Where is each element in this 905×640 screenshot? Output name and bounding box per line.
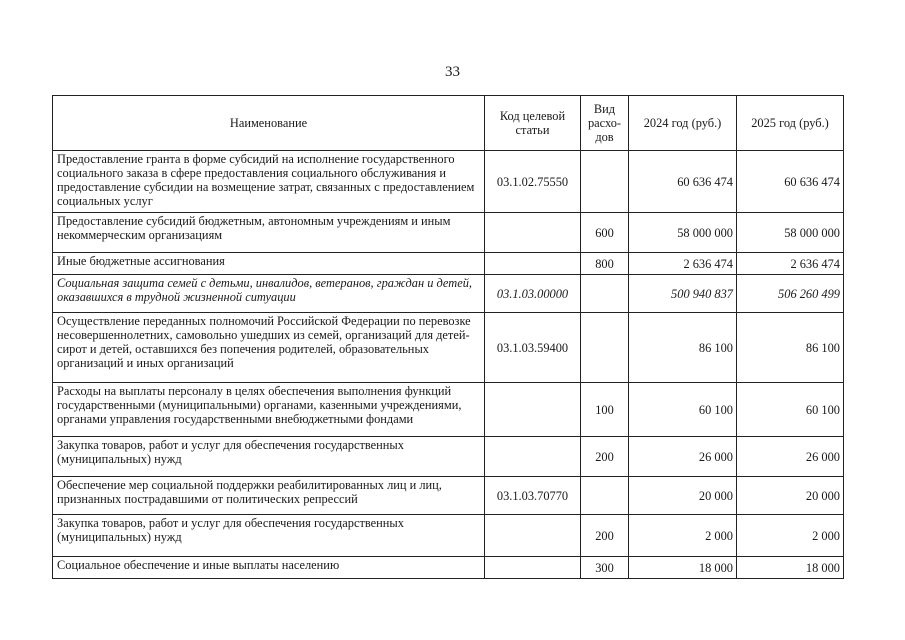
row-name: Предоставление гранта в форме субсидий на исполнение государственного социального заказа в сфере предоставления социального обслуживания и предоставление субсидии на возмещение затрат, связанных с предоставлением социальных услуг [53, 151, 485, 213]
row-code: 03.1.02.75550 [485, 151, 581, 213]
row-2025: 506 260 499 [737, 275, 844, 313]
header-type: Вид расхо-дов [581, 96, 629, 151]
row-name: Иные бюджетные ассигнования [53, 253, 485, 275]
row-2025: 2 000 [737, 515, 844, 557]
row-type: 300 [581, 557, 629, 579]
table-row [53, 275, 844, 313]
row-2024: 60 100 [629, 383, 737, 437]
row-2024: 500 940 837 [629, 275, 737, 313]
row-2025: 26 000 [737, 437, 844, 477]
row-2024: 58 000 000 [629, 213, 737, 253]
budget-table [52, 95, 844, 579]
header-2025: 2025 год (руб.) [737, 96, 844, 151]
row-type: 200 [581, 437, 629, 477]
row-type [581, 313, 629, 383]
row-2024: 20 000 [629, 477, 737, 515]
row-2025: 60 100 [737, 383, 844, 437]
table-row [53, 437, 844, 477]
row-code: 03.1.03.00000 [485, 275, 581, 313]
row-name: Осуществление переданных полномочий Российской Федерации по перевозке несовершеннолетних, самовольно ушедших из семей, организаций для детей-сирот и детей, оставшихся без попечения родителей, образовательных организаций и иных организаций [53, 313, 485, 383]
table-row [53, 213, 844, 253]
row-type [581, 477, 629, 515]
row-2024: 2 000 [629, 515, 737, 557]
row-2025: 58 000 000 [737, 213, 844, 253]
row-code: 03.1.03.59400 [485, 313, 581, 383]
row-2025: 86 100 [737, 313, 844, 383]
table-header-row [53, 96, 844, 151]
row-type: 200 [581, 515, 629, 557]
row-2024: 18 000 [629, 557, 737, 579]
header-code: Код целевой статьи [485, 96, 581, 151]
row-type: 100 [581, 383, 629, 437]
row-2024: 60 636 474 [629, 151, 737, 213]
row-type [581, 151, 629, 213]
row-name: Социальное обеспечение и иные выплаты населению [53, 557, 485, 579]
row-name: Расходы на выплаты персоналу в целях обеспечения выполнения функций государственными (муниципальными) органами, казенными учреждениями, органами управления государственными внебюджетными фондами [53, 383, 485, 437]
row-2025: 60 636 474 [737, 151, 844, 213]
row-code [485, 437, 581, 477]
page-number: 33 [445, 64, 460, 80]
header-2024: 2024 год (руб.) [629, 96, 737, 151]
row-code [485, 557, 581, 579]
table-row [53, 151, 844, 213]
table-row [53, 515, 844, 557]
row-2025: 20 000 [737, 477, 844, 515]
row-2025: 2 636 474 [737, 253, 844, 275]
row-name: Обеспечение мер социальной поддержки реабилитированных лиц и лиц, признанных пострадавшими от политических репрессий [53, 477, 485, 515]
row-2024: 86 100 [629, 313, 737, 383]
row-code: 03.1.03.70770 [485, 477, 581, 515]
row-name: Социальная защита семей с детьми, инвалидов, ветеранов, граждан и детей, оказавшихся в трудной жизненной ситуации [53, 275, 485, 313]
row-name: Закупка товаров, работ и услуг для обеспечения государственных (муниципальных) нужд [53, 515, 485, 557]
row-2024: 26 000 [629, 437, 737, 477]
row-type: 600 [581, 213, 629, 253]
table-row [53, 383, 844, 437]
table-row [53, 477, 844, 515]
row-2024: 2 636 474 [629, 253, 737, 275]
table-row [53, 313, 844, 383]
row-type: 800 [581, 253, 629, 275]
table-row [53, 557, 844, 579]
row-type [581, 275, 629, 313]
row-name: Предоставление субсидий бюджетным, автономным учреждениям и иным некоммерческим организациям [53, 213, 485, 253]
row-code [485, 383, 581, 437]
row-name: Закупка товаров, работ и услуг для обеспечения государственных (муниципальных) нужд [53, 437, 485, 477]
header-name: Наименование [53, 96, 485, 151]
table-row [53, 253, 844, 275]
row-code [485, 515, 581, 557]
row-2025: 18 000 [737, 557, 844, 579]
row-code [485, 253, 581, 275]
row-code [485, 213, 581, 253]
